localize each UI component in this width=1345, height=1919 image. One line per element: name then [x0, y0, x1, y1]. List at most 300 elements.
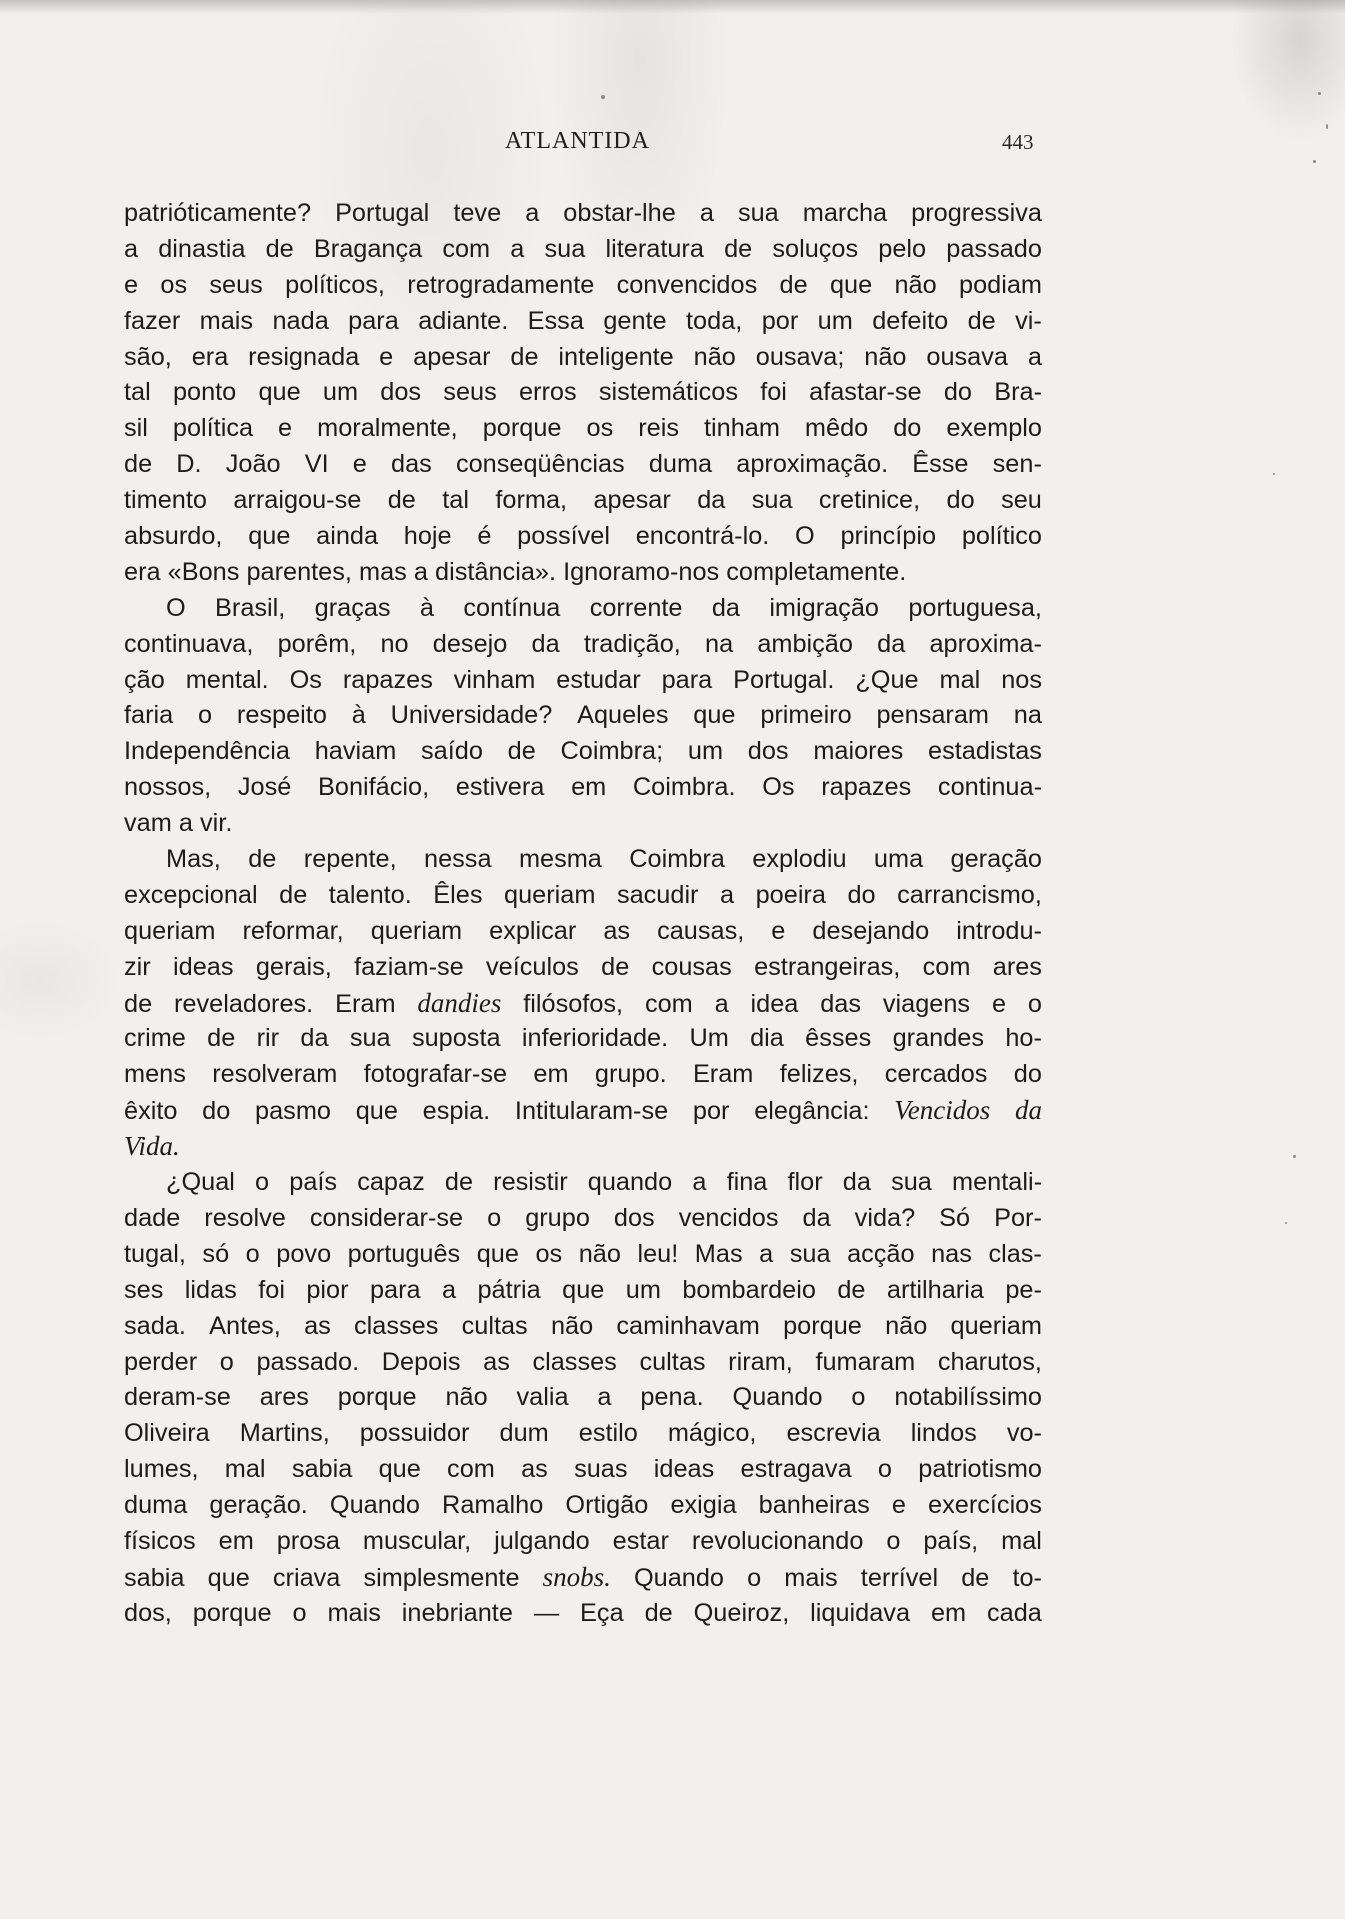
word: artilharia	[886, 1275, 984, 1304]
word: do	[847, 880, 876, 909]
word: e	[771, 916, 786, 945]
word: geração.	[209, 1491, 308, 1520]
word: que	[258, 378, 301, 407]
word: e	[379, 342, 394, 371]
word: «Bons	[167, 557, 240, 586]
text-line	[124, 1057, 1042, 1093]
word: política	[172, 414, 254, 443]
word: para	[348, 306, 399, 335]
word: progressiva	[911, 199, 1042, 227]
word: notabilíssimo	[894, 1383, 1042, 1412]
word: to-	[1012, 1563, 1042, 1592]
word: são,	[124, 342, 172, 371]
word: timento	[124, 486, 207, 515]
word: liquidava	[810, 1598, 911, 1627]
word: mentali-	[952, 1168, 1042, 1197]
italic-word: da	[1015, 1095, 1042, 1126]
word: portuguesa,	[908, 593, 1042, 622]
word: da	[711, 593, 740, 622]
word: não	[550, 1311, 594, 1340]
word: Essa	[527, 306, 584, 335]
word: sistemáticos	[598, 378, 738, 407]
word: vi-	[1015, 306, 1042, 335]
text-line	[124, 1596, 1042, 1632]
word: Coimbra	[629, 845, 725, 874]
word: das	[820, 989, 862, 1018]
word: completamente.	[726, 557, 907, 586]
word: porque	[482, 414, 562, 443]
word: seus	[209, 270, 263, 299]
word: à	[351, 701, 366, 730]
word: da	[697, 486, 726, 515]
word: José	[237, 773, 292, 802]
word: riram,	[728, 1347, 793, 1376]
word: Bonifácio,	[318, 773, 430, 802]
word: Mas	[694, 1239, 743, 1268]
word: vir.	[200, 809, 233, 838]
word: soluços	[772, 234, 859, 263]
word: não	[885, 1311, 928, 1340]
word: crime	[124, 1024, 186, 1053]
word: João	[225, 450, 281, 479]
word: as	[304, 1311, 331, 1340]
word: mas	[359, 557, 407, 586]
word: seus	[443, 378, 497, 407]
word: a	[720, 880, 735, 909]
word: Ortigão	[565, 1491, 649, 1520]
word: mêdo	[804, 414, 869, 443]
text-line	[124, 519, 1042, 555]
word: veículos	[486, 952, 579, 981]
word: vinham	[453, 665, 536, 694]
paragraph	[124, 1165, 1042, 1632]
word: de	[507, 737, 536, 766]
text-line	[124, 878, 1042, 914]
text-line	[124, 447, 1042, 483]
text-line	[124, 1309, 1042, 1345]
text-line	[124, 1165, 1042, 1201]
word: fotografar-se	[363, 1060, 508, 1089]
text-line	[124, 375, 1042, 411]
word: reveladores.	[174, 989, 314, 1018]
word: por	[761, 306, 799, 335]
word: Por-	[994, 1203, 1042, 1232]
text-line	[124, 986, 1042, 1022]
word: ousava;	[755, 342, 845, 371]
word: mal	[1001, 1526, 1042, 1555]
word: explodiu	[752, 845, 847, 874]
word: sen-	[992, 450, 1042, 479]
word: Mas,	[166, 845, 221, 874]
paragraph	[124, 591, 1042, 842]
word: absurdo,	[124, 522, 223, 551]
word: pasmo	[255, 1097, 331, 1126]
word: grandes	[892, 1024, 984, 1053]
word: desejo	[432, 629, 508, 658]
text-line	[124, 304, 1042, 340]
word: que	[562, 1275, 605, 1304]
word: exemplo	[946, 414, 1042, 443]
word: escrevia	[786, 1419, 881, 1448]
word: D.	[176, 450, 202, 479]
word: espia.	[422, 1097, 491, 1126]
word: ção	[124, 665, 165, 694]
word: por	[692, 1097, 730, 1126]
word: de	[837, 1275, 866, 1304]
word: pátria	[477, 1275, 541, 1304]
word: aproxima-	[929, 629, 1042, 658]
word: fina	[726, 1168, 768, 1197]
word: charutos,	[937, 1347, 1042, 1376]
italic-word: snobs.	[542, 1561, 611, 1592]
word: para	[369, 1275, 421, 1304]
word: patriotismo	[918, 1455, 1042, 1484]
word: vo-	[1006, 1419, 1042, 1448]
word: com	[442, 234, 491, 263]
word: clas-	[988, 1239, 1042, 1268]
word: desejando	[812, 916, 930, 945]
word: viagens	[882, 989, 971, 1018]
word: idea	[750, 989, 799, 1018]
word: o	[877, 1455, 892, 1484]
word: tal	[124, 378, 151, 407]
word: estilo	[578, 1419, 638, 1448]
word: quando	[587, 1168, 673, 1197]
word: não	[894, 270, 937, 299]
word: Coimbra.	[632, 773, 736, 802]
text-line	[124, 232, 1042, 268]
word: cultas	[639, 1347, 706, 1376]
word: pena.	[640, 1383, 704, 1412]
text-line	[124, 627, 1042, 663]
word: era	[191, 342, 229, 371]
text-line	[124, 196, 1042, 232]
word: Quando	[329, 1491, 420, 1520]
word: mais	[327, 1598, 381, 1627]
word: nas	[931, 1239, 972, 1268]
word: Eram	[335, 989, 396, 1018]
word: suposta	[411, 1024, 501, 1053]
word: moralmente,	[317, 414, 458, 443]
text-line	[124, 1452, 1042, 1488]
word: da	[877, 629, 906, 658]
word: do	[893, 414, 922, 443]
word: o	[487, 1203, 502, 1232]
word: o	[747, 1563, 762, 1592]
word: no	[380, 629, 409, 658]
paper-speck	[1326, 124, 1328, 129]
word: a	[759, 1239, 774, 1268]
word: e	[991, 989, 1007, 1018]
word: pelo	[878, 234, 927, 263]
word: político	[961, 522, 1042, 551]
word: que	[207, 1563, 250, 1592]
word: políticos,	[285, 270, 385, 299]
page-number: 443	[1002, 130, 1034, 154]
text-line	[124, 1021, 1042, 1057]
word: estivera	[455, 773, 545, 802]
word: ambição	[757, 629, 853, 658]
word: ho-	[1005, 1024, 1042, 1053]
word: sada.	[124, 1311, 186, 1340]
word: lindos	[910, 1419, 977, 1448]
word: Oliveira	[124, 1419, 210, 1448]
word: O	[166, 593, 186, 622]
word: Independência	[124, 737, 290, 766]
word: princípio	[840, 522, 937, 551]
text-line	[124, 698, 1042, 734]
word: leu!	[637, 1239, 679, 1268]
word: Bra-	[994, 378, 1042, 407]
word: não	[864, 342, 907, 371]
word: dade	[124, 1203, 181, 1232]
word: suas	[574, 1455, 628, 1484]
word: porque	[192, 1598, 272, 1627]
word: uma	[873, 845, 924, 874]
word: o	[292, 1598, 307, 1627]
word: imigração	[769, 593, 879, 622]
word: estragava	[740, 1455, 852, 1484]
word: bombardeio	[682, 1275, 816, 1304]
word: Queiroz,	[693, 1598, 790, 1627]
word: Os	[762, 773, 795, 802]
word: mal	[939, 665, 981, 694]
word: a	[510, 234, 525, 263]
running-head	[0, 128, 1345, 160]
word: julgando	[494, 1526, 590, 1555]
word: Eram	[692, 1060, 754, 1089]
word: geração	[950, 845, 1042, 874]
text-line	[124, 1129, 1042, 1165]
text-line	[124, 1093, 1042, 1129]
word: Quando	[633, 1563, 725, 1592]
word: possuidor	[359, 1419, 470, 1448]
word: dos,	[124, 1598, 172, 1627]
word: que	[378, 1455, 421, 1484]
word: haviam	[314, 737, 397, 766]
word: que	[476, 1239, 519, 1268]
word: um	[625, 1275, 661, 1304]
word: passado.	[256, 1347, 360, 1376]
word: graças	[314, 593, 391, 622]
paper-speck	[1318, 92, 1321, 95]
word: zir	[124, 952, 151, 981]
word: com	[644, 989, 693, 1018]
word: O	[795, 522, 815, 551]
word: de	[248, 845, 277, 874]
word: e	[352, 450, 367, 479]
word: de	[124, 989, 153, 1018]
word: dum	[499, 1419, 549, 1448]
text-line	[124, 1560, 1042, 1596]
word: dos	[613, 1203, 655, 1232]
word: ideas	[653, 1455, 715, 1484]
word: só	[202, 1239, 230, 1268]
word: dia	[750, 1024, 784, 1053]
word: capaz	[357, 1168, 425, 1197]
word: ares	[259, 1383, 309, 1412]
word: dos	[380, 378, 422, 407]
paper-speck	[1313, 160, 1316, 163]
word: êsses	[805, 1024, 872, 1053]
word: de	[601, 952, 630, 981]
italic-word: Vida.	[124, 1131, 180, 1162]
word: o	[255, 1168, 270, 1197]
word: de	[724, 234, 753, 263]
word: ideas	[173, 952, 234, 981]
word: Portugal.	[733, 665, 835, 694]
word: Ignoramo-nos	[563, 557, 720, 586]
word: sua	[789, 1239, 831, 1268]
word: com	[447, 1455, 495, 1484]
text-line	[124, 483, 1042, 519]
word: estar	[612, 1526, 669, 1555]
word: Um	[689, 1024, 729, 1053]
word: de	[444, 1168, 474, 1197]
word: rapazes	[821, 773, 912, 802]
word: seu	[1001, 486, 1042, 515]
running-title: ATLANTIDA	[505, 128, 650, 154]
word: de	[961, 1563, 990, 1592]
word: resolve	[204, 1203, 286, 1232]
word: convencidos	[616, 270, 758, 299]
word: mental.	[185, 665, 269, 694]
word: queriam	[950, 1311, 1042, 1340]
word: mesma	[518, 845, 602, 874]
text-line	[124, 1488, 1042, 1524]
word: que	[829, 270, 873, 299]
text-line	[124, 914, 1042, 950]
text-line	[124, 591, 1042, 627]
word: talento.	[328, 880, 412, 909]
word: êxito	[124, 1097, 178, 1126]
word: marcha	[802, 199, 888, 227]
word: criava	[272, 1563, 341, 1592]
word: sua	[891, 1168, 932, 1197]
word: sabia	[124, 1563, 185, 1592]
word: de	[510, 342, 539, 371]
word: a	[692, 1168, 707, 1197]
word: duma	[648, 450, 713, 479]
word: ¿Qual	[166, 1168, 235, 1197]
text-line	[124, 1524, 1042, 1560]
word: as	[521, 1455, 548, 1484]
word: mais	[784, 1563, 838, 1592]
paper-speck	[1273, 473, 1275, 475]
word: revolucionando	[691, 1526, 864, 1555]
text-line	[124, 268, 1042, 304]
word: os	[586, 414, 614, 443]
word: e	[891, 1491, 906, 1520]
text-line	[124, 663, 1042, 699]
word: nossos,	[124, 773, 212, 802]
word: corrente	[589, 593, 683, 622]
word: Martins,	[239, 1419, 330, 1448]
word: exercícios	[928, 1491, 1042, 1520]
word: o	[886, 1526, 901, 1555]
text-line	[124, 1380, 1042, 1416]
text-line	[124, 1273, 1042, 1309]
word: aproximação.	[736, 450, 889, 479]
word: que	[248, 522, 291, 551]
word: reformar,	[242, 916, 344, 945]
word: toda,	[686, 306, 743, 335]
scan-top-edge	[0, 0, 1345, 14]
word: a	[441, 1275, 457, 1304]
word: do	[1013, 1060, 1042, 1089]
word: contínua	[463, 593, 561, 622]
word: tradição,	[583, 629, 681, 658]
word: caminhavam	[616, 1311, 760, 1340]
word: introdu-	[956, 916, 1042, 945]
word: fumaram	[815, 1347, 916, 1376]
word: Depois	[381, 1347, 461, 1376]
word: poeira	[755, 880, 826, 909]
word: causas,	[657, 916, 745, 945]
word: sil	[124, 414, 148, 443]
word: grupo.	[594, 1060, 667, 1089]
word: sacudir	[616, 880, 699, 909]
word: mal	[224, 1455, 266, 1484]
word: afastar-se	[809, 378, 922, 407]
word: que	[355, 1097, 398, 1126]
word: na	[1013, 701, 1042, 730]
word: primeiro	[760, 701, 852, 730]
word: físicos	[124, 1526, 196, 1555]
word: de	[967, 306, 996, 335]
word: sua	[349, 1024, 391, 1053]
word: considerar-se	[309, 1203, 464, 1232]
word: cousas	[651, 952, 732, 981]
word: nessa	[424, 845, 492, 874]
word: acção	[847, 1239, 915, 1268]
word: faziam-se	[354, 952, 464, 981]
word: a	[597, 1383, 612, 1412]
word: com	[922, 952, 971, 981]
word: Portugal	[335, 199, 430, 227]
word: gente	[603, 306, 667, 335]
word: vida?	[854, 1203, 916, 1232]
word: muscular,	[362, 1526, 472, 1555]
word: Universidade?	[390, 701, 553, 730]
word: classes	[354, 1311, 439, 1340]
word: pensaram	[876, 701, 989, 730]
word: apesar	[593, 486, 671, 515]
word: as	[603, 916, 631, 945]
word: país	[289, 1168, 338, 1197]
word: flor	[787, 1168, 823, 1197]
word: valia	[516, 1383, 569, 1412]
word: cada	[987, 1598, 1042, 1627]
word: duma	[124, 1491, 188, 1520]
word: classes	[532, 1347, 617, 1376]
italic-word: Vencidos	[894, 1095, 991, 1126]
word: grupo	[525, 1203, 590, 1232]
word: estudar	[556, 665, 641, 694]
word: Aqueles	[577, 701, 669, 730]
word: da	[802, 1203, 831, 1232]
word: Intitularam-se	[514, 1097, 669, 1126]
word: para	[661, 665, 713, 694]
word: tinham	[703, 414, 780, 443]
word: explicar	[489, 916, 577, 945]
word: porque	[337, 1383, 417, 1412]
word: ses	[124, 1275, 164, 1304]
word: respeito	[236, 701, 327, 730]
word: do	[946, 486, 975, 515]
word: lidas	[184, 1275, 237, 1304]
paper-speck	[601, 95, 605, 99]
